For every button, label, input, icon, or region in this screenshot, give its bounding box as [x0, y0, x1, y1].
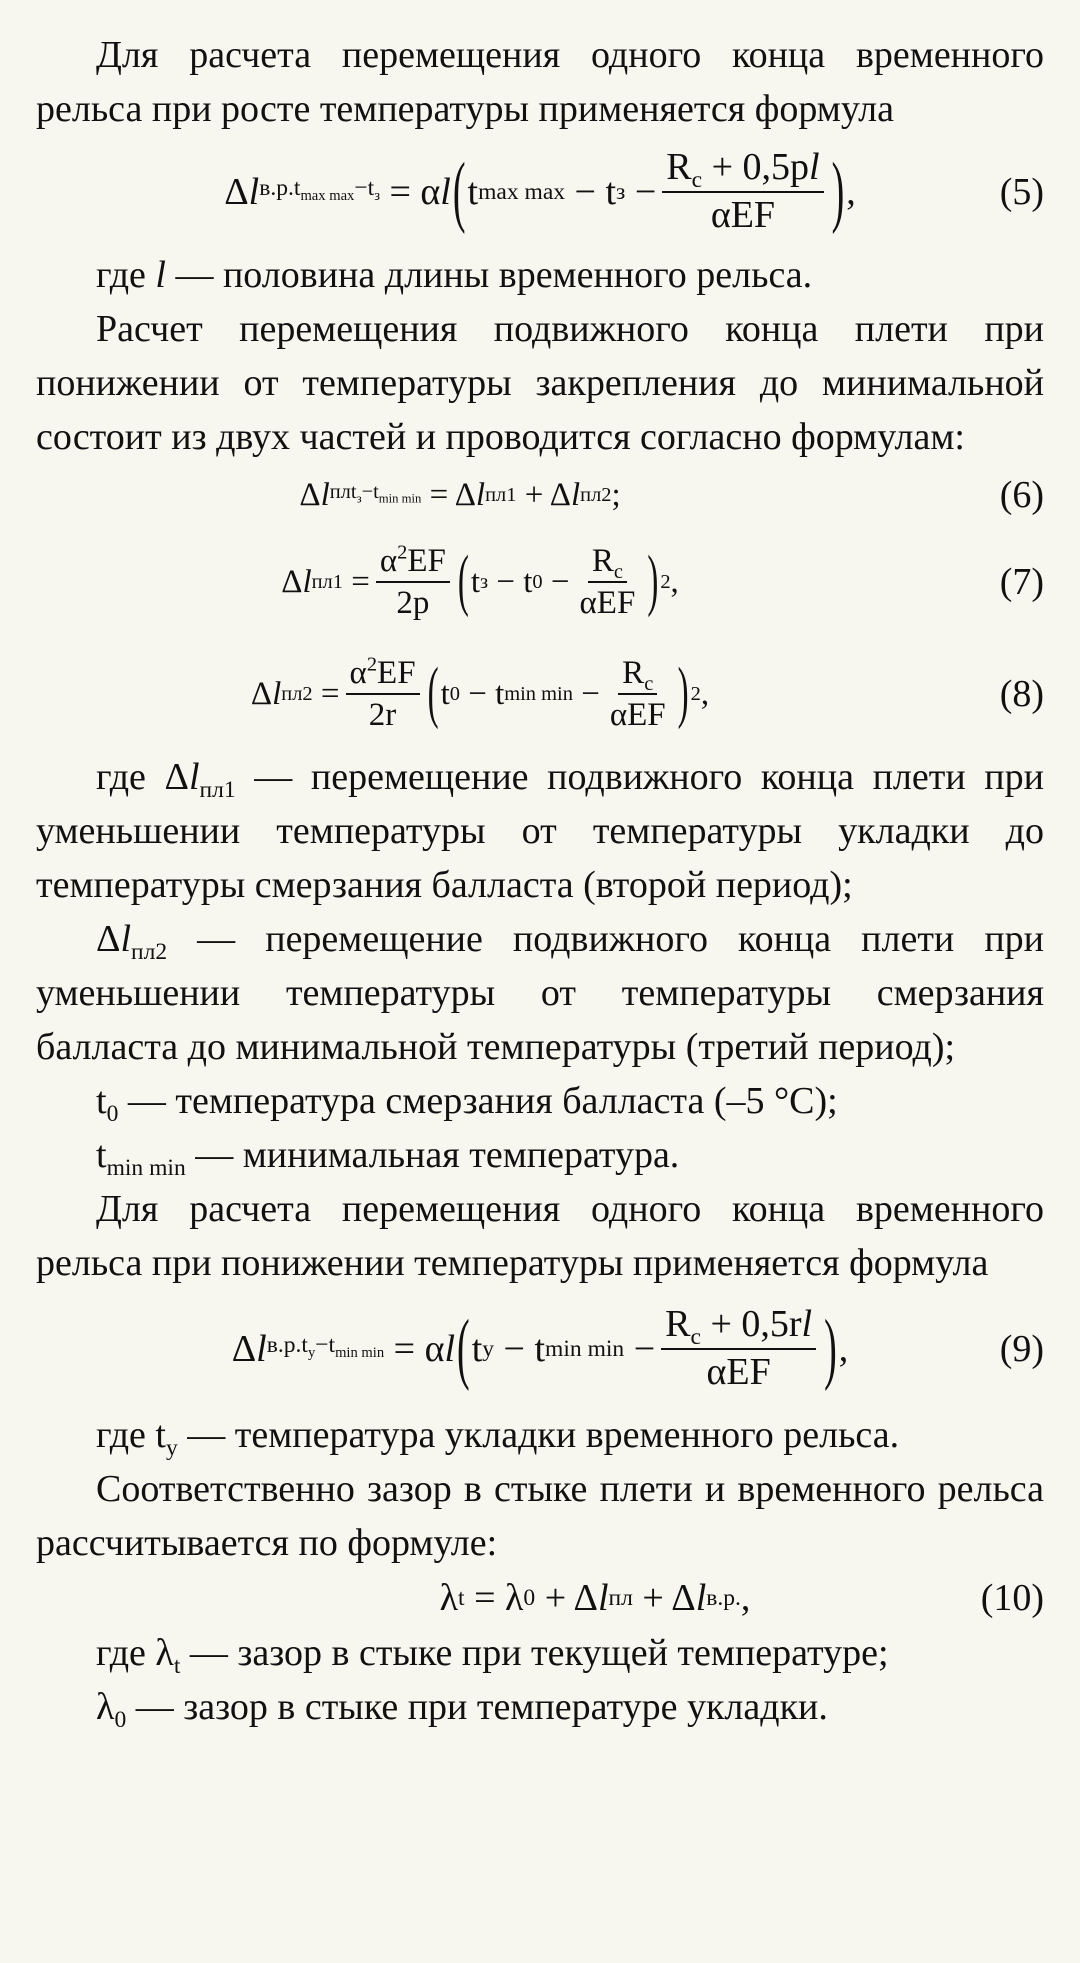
paragraph-1: Для расчета перемещения одного конца временного рельса при росте температуры применяется формула: [36, 34, 1044, 130]
where-5: где $\lambda_t$ — зазор в стыке при текущей температуре;: [96, 1632, 889, 1680]
where-2: $\Delta l_{пл2}$ — перемещение подвижного конца плети при уменьшении температуры от температуры смерзания балласта до минимальной температуры (третий период);: [36, 918, 1044, 1068]
equation-5-number: (5): [999, 171, 1044, 213]
equation-10-body: λ t = λ 0 + Δ l пл + Δ l в.р. ,: [439, 1577, 751, 1619]
where-4: $t_{min min}$ — минимальная температура.: [96, 1134, 680, 1182]
equation-8-body: Δ l пл2 = $\frac{\alpha^2EF}{2r}$ ( t 0 − t min min − $\frac{R_c}{\text{αEF}}$ ) 2 ,: [250, 653, 710, 733]
paragraph-2: Расчет перемещения подвижного конца плети при понижении от температуры закрепления до минимальной состоит из двух частей и проводится согласно формулам:: [36, 308, 1044, 458]
equation-6: [36, 464, 1044, 526]
equation-10-number: (10): [980, 1577, 1044, 1619]
equation-7-number: (7): [999, 561, 1044, 603]
equation-5-body: Δ l $в.р.t_{max max}-t_з$ = α l ( t max max − t з − $\frac{R_c + 0,5pl}{\text{αEF}}$ ) ,: [224, 146, 856, 237]
equation-9-body: Δ l $в.р.t_у-t_{min min}$ = α l ( t у − t min min − $\frac{R_c + 0,5rl}{\text{αEF}}$ ) ,: [231, 1303, 849, 1394]
equation-7: [36, 526, 1044, 638]
equation-9: [36, 1290, 1044, 1408]
equation-10: [36, 1570, 1044, 1626]
document-page: [36, 28, 1044, 1734]
equation-9-number: (9): [999, 1328, 1044, 1370]
equation-7-body: Δ l пл1 = $\frac{\alpha^2EF}{2p}$ ( t з − t 0 − $\frac{R_c}{\text{αEF}}$ ) 2 ,: [281, 541, 679, 621]
where-6: $\lambda_0$ — зазор в стыке при температуре укладки.: [96, 1686, 828, 1734]
paragraph-after-9: где $t_у$ — температура укладки временного рельса.: [96, 1414, 900, 1462]
paragraph-4: Соответственно зазор в стыке плети и временного рельса рассчитывается по формуле:: [36, 1468, 1044, 1564]
paragraph-3: Для расчета перемещения одного конца временного рельса при понижении температуры применяется формула: [36, 1188, 1044, 1284]
equation-8: [36, 638, 1044, 750]
equation-5: [36, 136, 1044, 248]
paragraph-after-5: где l — половина длины временного рельса.: [96, 254, 813, 296]
where-1: где $\Delta l_{пл1}$ — перемещение подвижного конца плети при уменьшении температуры от температуры укладки до температуры смерзания балласта (второй период);: [36, 756, 1044, 906]
equation-6-number: (6): [999, 474, 1044, 516]
where-3: $t_0$ — температура смерзания балласта (–5 °C);: [96, 1080, 838, 1128]
equation-8-number: (8): [999, 673, 1044, 715]
equation-6-body: Δ l $плt_з-t_{min min}$ = Δ l пл1 + Δ l пл2 ;: [299, 477, 621, 513]
